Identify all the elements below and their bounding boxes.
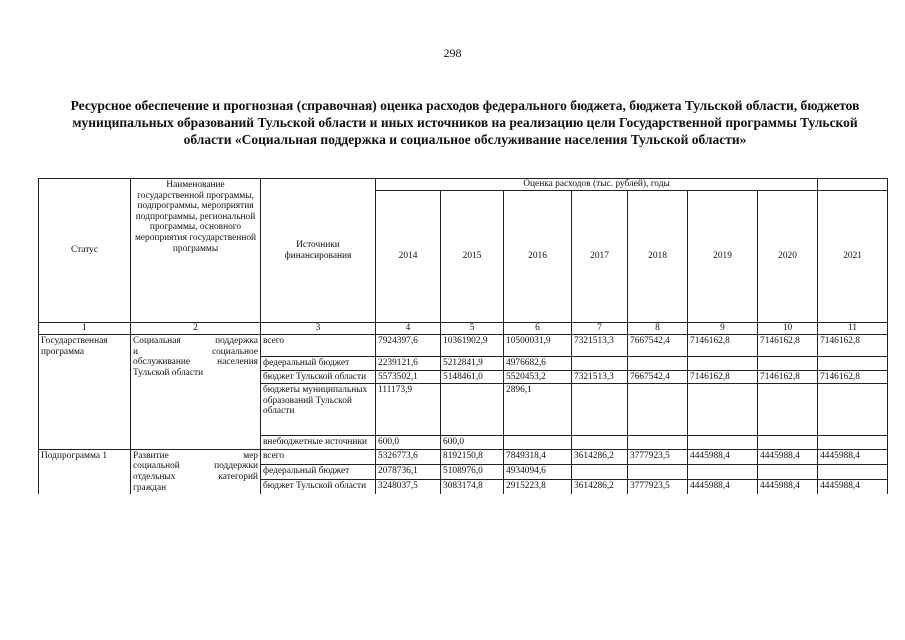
column-number-row [39, 323, 888, 335]
value-cell [758, 357, 818, 371]
value-cell [572, 357, 628, 371]
header-year: 2014 [376, 191, 441, 323]
value-cell: 2915223,8 [504, 480, 572, 495]
row-name [131, 449, 261, 494]
row-source: внебюджетные источники [261, 436, 376, 450]
value-cell: 3248037,5 [376, 480, 441, 495]
value-cell: 2896,1 [504, 384, 572, 436]
value-cell: 5212841,9 [441, 357, 504, 371]
value-cell [758, 384, 818, 436]
row-source: бюджет Тульской области [261, 370, 376, 384]
value-cell [504, 436, 572, 450]
column-number: 9 [688, 323, 758, 335]
value-cell [688, 357, 758, 371]
value-cell: 4934094,6 [504, 464, 572, 479]
row-name-line: и социальное [133, 346, 258, 357]
column-number: 10 [758, 323, 818, 335]
value-cell: 4445988,4 [688, 449, 758, 464]
header-status: Статус [39, 179, 131, 323]
column-number: 4 [376, 323, 441, 335]
row-source: федеральный бюджет [261, 464, 376, 479]
value-cell [572, 464, 628, 479]
value-cell [758, 436, 818, 450]
row-source: бюджеты муниципальных образований Тульской области [261, 384, 376, 436]
value-cell: 7667542,4 [628, 370, 688, 384]
page-number: 298 [443, 46, 462, 60]
value-cell [628, 464, 688, 479]
value-cell: 10361902,9 [441, 335, 504, 357]
value-cell: 4445988,4 [818, 449, 888, 464]
value-cell: 5520453,2 [504, 370, 572, 384]
row-name-line: Развитие мер [133, 450, 258, 461]
header-year: 2017 [572, 191, 628, 323]
column-number: 3 [261, 323, 376, 335]
value-cell [818, 464, 888, 479]
column-number: 8 [628, 323, 688, 335]
value-cell: 3083174,8 [441, 480, 504, 495]
value-cell: 7146162,8 [758, 335, 818, 357]
header-sources: Источники финансирования [261, 179, 376, 323]
value-cell: 2078736,1 [376, 464, 441, 479]
row-source: федеральный бюджет [261, 357, 376, 371]
row-name-line: Тульской области [133, 367, 204, 378]
header-estimate-blank [818, 179, 888, 191]
value-cell: 3777923,5 [628, 480, 688, 495]
value-cell: 10500031,9 [504, 335, 572, 357]
value-cell: 7146162,8 [818, 335, 888, 357]
column-number: 2 [131, 323, 261, 335]
value-cell: 7667542,4 [628, 335, 688, 357]
value-cell: 7849318,4 [504, 449, 572, 464]
header-year: 2021 [818, 191, 888, 323]
row-status: Государственная программа [39, 335, 131, 450]
value-cell [628, 436, 688, 450]
value-cell: 5326773,6 [376, 449, 441, 464]
header-name: Наименование государственной программы, подпрограммы, мероприятия подпрограммы, региональной программы, основного мероприятия государственной программы [131, 179, 261, 323]
value-cell: 4445988,4 [758, 449, 818, 464]
value-cell: 7321513,3 [572, 370, 628, 384]
header-year: 2015 [441, 191, 504, 323]
value-cell: 5148461,0 [441, 370, 504, 384]
value-cell [818, 357, 888, 371]
value-cell: 7146162,8 [818, 370, 888, 384]
column-number: 6 [504, 323, 572, 335]
document-title: Ресурсное обеспечение и прогнозная (справочная) оценка расходов федерального бюджета, бюджета Тульской области, бюджетов муниципальных образований Тульской области и иных источников на реализацию цели Государственной программы Тульской области «Социальная поддержка и социальное обслуживание населения Тульской области» [70, 98, 860, 147]
value-cell: 600,0 [376, 436, 441, 450]
row-name-line: обслуживание населения [133, 357, 258, 368]
row-status: Подпрограмма 1 [39, 449, 131, 494]
value-cell: 4976682,6 [504, 357, 572, 371]
value-cell: 5108976,0 [441, 464, 504, 479]
value-cell [441, 384, 504, 436]
value-cell: 3614286,2 [572, 480, 628, 495]
column-number: 5 [441, 323, 504, 335]
value-cell: 8192150,8 [441, 449, 504, 464]
value-cell: 7321513,3 [572, 335, 628, 357]
value-cell: 7146162,8 [688, 335, 758, 357]
column-number: 1 [39, 323, 131, 335]
column-number: 11 [818, 323, 888, 335]
value-cell: 4445988,4 [758, 480, 818, 495]
header-row-1 [39, 179, 888, 191]
row-name [131, 335, 261, 450]
row-source: всего [261, 449, 376, 464]
value-cell [688, 436, 758, 450]
value-cell [628, 384, 688, 436]
header-year: 2019 [688, 191, 758, 323]
value-cell [758, 464, 818, 479]
row-name-line: Социальная поддержка [133, 336, 258, 346]
value-cell [688, 384, 758, 436]
value-cell: 7146162,8 [688, 370, 758, 384]
row-name-line: граждан [133, 482, 167, 493]
row-source: бюджет Тульской области [261, 480, 376, 495]
value-cell [818, 436, 888, 450]
table-row [39, 449, 888, 464]
row-name-line: социальной поддержки [133, 461, 258, 472]
value-cell: 2239121,6 [376, 357, 441, 371]
value-cell: 600,0 [441, 436, 504, 450]
row-name-line: отдельных категорий [133, 471, 258, 482]
value-cell: 7924397,6 [376, 335, 441, 357]
value-cell: 3777923,5 [628, 449, 688, 464]
value-cell [628, 357, 688, 371]
header-year: 2020 [758, 191, 818, 323]
header-year: 2018 [628, 191, 688, 323]
row-source: всего [261, 335, 376, 357]
value-cell [818, 384, 888, 436]
column-number: 7 [572, 323, 628, 335]
value-cell: 5573502,1 [376, 370, 441, 384]
header-year: 2016 [504, 191, 572, 323]
value-cell [688, 464, 758, 479]
budget-table [38, 178, 888, 494]
value-cell: 4445988,4 [688, 480, 758, 495]
value-cell: 111173,9 [376, 384, 441, 436]
table-row [39, 335, 888, 357]
value-cell [572, 384, 628, 436]
value-cell: 3614286,2 [572, 449, 628, 464]
value-cell: 4445988,4 [818, 480, 888, 495]
value-cell [572, 436, 628, 450]
header-estimate: Оценка расходов (тыс. рублей), годы [376, 179, 818, 191]
value-cell: 7146162,8 [758, 370, 818, 384]
